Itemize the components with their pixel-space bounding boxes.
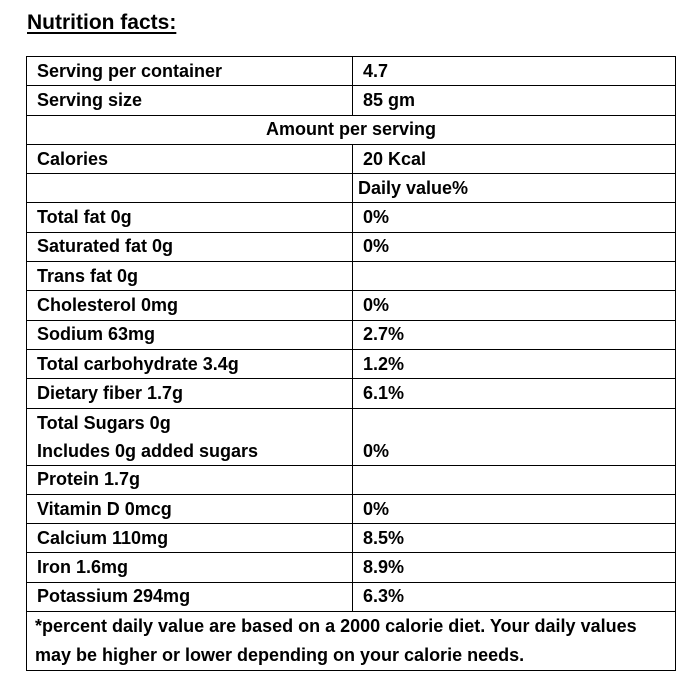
nutrition-facts-table: [26, 56, 676, 671]
nutrient-daily-value: 6.3%: [353, 582, 676, 611]
calories-value: 20 Kcal: [353, 144, 676, 173]
table-row: [27, 144, 676, 173]
table-row: [27, 494, 676, 523]
nutrient-daily-value: 0%: [353, 494, 676, 523]
table-row: [27, 57, 676, 86]
table-row: [27, 174, 676, 203]
nutrient-daily-value: 0%: [353, 291, 676, 320]
nutrient-daily-value: 8.5%: [353, 524, 676, 553]
nutrient-label: Sodium 63mg: [27, 320, 353, 349]
serving-per-container-label: Serving per container: [27, 57, 353, 86]
nutrient-label: Total fat 0g: [27, 203, 353, 232]
nutrient-label: Calcium 110mg: [27, 524, 353, 553]
nutrient-label: Potassium 294mg: [27, 582, 353, 611]
nutrient-daily-value: [353, 262, 676, 291]
nutrient-daily-value: 1.2%: [353, 349, 676, 378]
table-row: [27, 203, 676, 232]
page-title: Nutrition facts:: [27, 11, 177, 34]
table-row: [27, 86, 676, 115]
daily-value-header: Daily value%: [353, 174, 676, 203]
nutrient-label: Vitamin D 0mcg: [27, 494, 353, 523]
nutrient-daily-value: 2.7%: [353, 320, 676, 349]
serving-size-label: Serving size: [27, 86, 353, 115]
daily-value-spacer: [27, 174, 353, 203]
nutrient-label: Protein 1.7g: [27, 465, 353, 494]
nutrient-label: Total carbohydrate 3.4g: [27, 349, 353, 378]
nutrient-sublabel: Includes 0g added sugars: [37, 440, 259, 461]
table-row: [27, 612, 676, 671]
nutrient-label: Saturated fat 0g: [27, 232, 353, 261]
serving-per-container-value: 4.7: [353, 57, 676, 86]
nutrient-daily-value: 0%: [353, 408, 676, 465]
nutrient-daily-value: 0%: [353, 232, 676, 261]
amount-per-serving-header: Amount per serving: [27, 115, 676, 144]
calories-label: Calories: [27, 144, 353, 173]
footnote: *percent daily value are based on a 2000 calorie diet. Your daily values may be higher or lower depending on your calorie needs.: [27, 612, 676, 671]
table-row: [27, 379, 676, 408]
nutrient-label-group: [27, 408, 353, 465]
table-row: [27, 524, 676, 553]
nutrient-label: Iron 1.6mg: [27, 553, 353, 582]
table-row: [27, 320, 676, 349]
nutrient-label: Cholesterol 0mg: [27, 291, 353, 320]
serving-size-value: 85 gm: [353, 86, 676, 115]
table-row: [27, 465, 676, 494]
table-row: [27, 349, 676, 378]
nutrient-label: Total Sugars 0g: [37, 412, 171, 433]
table-row: [27, 262, 676, 291]
nutrient-label: Dietary fiber 1.7g: [27, 379, 353, 408]
table-row: [27, 553, 676, 582]
table-row: [27, 291, 676, 320]
nutrient-label: Trans fat 0g: [27, 262, 353, 291]
nutrient-daily-value: 6.1%: [353, 379, 676, 408]
table-row: [27, 408, 676, 465]
table-row: [27, 582, 676, 611]
nutrient-daily-value: 0%: [353, 203, 676, 232]
nutrient-daily-value: [353, 465, 676, 494]
nutrient-daily-value: 8.9%: [353, 553, 676, 582]
table-row: [27, 115, 676, 144]
table-row: [27, 232, 676, 261]
